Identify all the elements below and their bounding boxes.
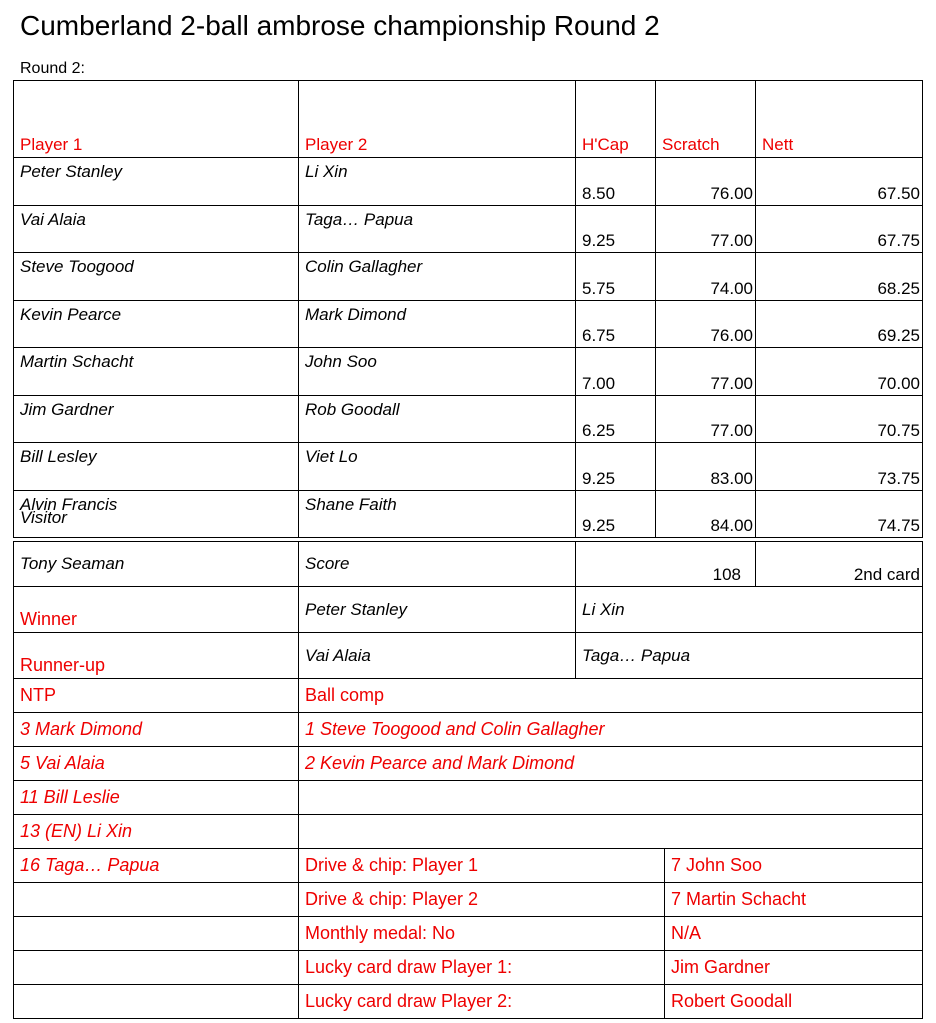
scratch-cell: 76.00 xyxy=(656,300,756,348)
nett-cell: 70.75 xyxy=(756,395,923,443)
nett-cell: 70.00 xyxy=(756,348,923,396)
award-row xyxy=(14,985,923,1019)
ntp-entry: 11 Bill Leslie xyxy=(14,781,299,815)
winner-label: Winner xyxy=(14,587,299,633)
hcap-cell: 6.25 xyxy=(576,395,656,443)
runner-up-row xyxy=(14,633,923,679)
ntp-entry: 3 Mark Dimond xyxy=(14,713,299,747)
nett-cell: 73.75 xyxy=(756,443,923,491)
table-row xyxy=(14,205,923,253)
scratch-cell: 77.00 xyxy=(656,205,756,253)
nett-cell: 68.25 xyxy=(756,253,923,301)
award-label: Lucky card draw Player 2: xyxy=(299,985,665,1019)
visitor-row xyxy=(14,542,923,587)
player-1-cell: Martin Schacht xyxy=(14,348,299,396)
visitor-label: Visitor xyxy=(20,508,67,527)
empty-cell xyxy=(14,951,299,985)
award-label: Drive & chip: Player 2 xyxy=(299,883,665,917)
nett-cell: 67.75 xyxy=(756,205,923,253)
header-player-2: Player 2 xyxy=(299,81,576,158)
player-1-cell: Alvin Francis xyxy=(14,490,299,538)
scratch-cell: 84.00 xyxy=(656,490,756,538)
hcap-cell: 5.75 xyxy=(576,253,656,301)
nett-cell: 67.50 xyxy=(756,158,923,206)
ntp-row xyxy=(14,713,923,747)
award-row xyxy=(14,849,923,883)
empty-cell xyxy=(14,883,299,917)
results-header-row xyxy=(14,81,923,158)
player-1-cell: Vai Alaia xyxy=(14,205,299,253)
award-value: Robert Goodall xyxy=(665,985,923,1019)
winner-row xyxy=(14,587,923,633)
table-row xyxy=(14,253,923,301)
scratch-cell: 76.00 xyxy=(656,158,756,206)
player-2-cell: Taga… Papua xyxy=(299,205,576,253)
award-row xyxy=(14,951,923,985)
table-row xyxy=(14,300,923,348)
ntp-header-row xyxy=(14,679,923,713)
hcap-cell: 6.75 xyxy=(576,300,656,348)
hcap-cell: 9.25 xyxy=(576,443,656,491)
award-label: Monthly medal: No xyxy=(299,917,665,951)
award-value: N/A xyxy=(665,917,923,951)
visitor-score-label: Score xyxy=(299,542,576,587)
player-1-cell: Jim Gardner xyxy=(14,395,299,443)
scratch-cell: 77.00 xyxy=(656,348,756,396)
player-2-cell: Rob Goodall xyxy=(299,395,576,443)
player-1-cell: Kevin Pearce xyxy=(14,300,299,348)
nett-cell: 69.25 xyxy=(756,300,923,348)
ntp-entry: 13 (EN) Li Xin xyxy=(14,815,299,849)
ball-comp-label: Ball comp xyxy=(299,679,923,713)
table-row xyxy=(14,348,923,396)
empty-cell xyxy=(14,985,299,1019)
ntp-row xyxy=(14,815,923,849)
ball-comp-entry: 1 Steve Toogood and Colin Gallagher xyxy=(299,713,923,747)
nett-cell: 74.75 xyxy=(756,490,923,538)
hcap-cell: 8.50 xyxy=(576,158,656,206)
header-player-1: Player 1 xyxy=(14,81,299,158)
ntp-entry: 16 Taga… Papua xyxy=(14,849,299,883)
award-value: Jim Gardner xyxy=(665,951,923,985)
winner-player-2: Li Xin xyxy=(576,587,923,633)
visitor-note: 2nd card xyxy=(756,542,923,587)
header-hcap: H'Cap xyxy=(576,81,656,158)
award-row xyxy=(14,883,923,917)
award-label: Drive & chip: Player 1 xyxy=(299,849,665,883)
results-table xyxy=(13,80,923,538)
ball-comp-entry: 2 Kevin Pearce and Mark Dimond xyxy=(299,747,923,781)
player-1-cell: Bill Lesley xyxy=(14,443,299,491)
ntp-row xyxy=(14,747,923,781)
empty-cell xyxy=(299,781,923,815)
table-row xyxy=(14,158,923,206)
page-title: Cumberland 2-ball ambrose championship Round 2 xyxy=(20,10,660,41)
scratch-cell: 83.00 xyxy=(656,443,756,491)
scratch-cell: 74.00 xyxy=(656,253,756,301)
awards-table xyxy=(13,541,923,1019)
table-row xyxy=(14,443,923,491)
empty-cell xyxy=(299,815,923,849)
player-2-cell: Colin Gallagher xyxy=(299,253,576,301)
hcap-cell: 9.25 xyxy=(576,490,656,538)
round-label: Round 2: xyxy=(20,60,85,77)
ntp-row xyxy=(14,781,923,815)
player-2-cell: Li Xin xyxy=(299,158,576,206)
visitor-score: 108 xyxy=(576,542,756,587)
header-scratch: Scratch xyxy=(656,81,756,158)
player-2-cell: Viet Lo xyxy=(299,443,576,491)
table-row xyxy=(14,395,923,443)
award-row xyxy=(14,917,923,951)
player-2-cell: John Soo xyxy=(299,348,576,396)
runner-up-player-1: Vai Alaia xyxy=(299,633,576,679)
ntp-entry: 5 Vai Alaia xyxy=(14,747,299,781)
header-nett: Nett xyxy=(756,81,923,158)
scratch-cell: 77.00 xyxy=(656,395,756,443)
player-2-cell: Mark Dimond xyxy=(299,300,576,348)
player-1-cell: Peter Stanley xyxy=(14,158,299,206)
award-value: 7 Martin Schacht xyxy=(665,883,923,917)
empty-cell xyxy=(14,917,299,951)
hcap-cell: 9.25 xyxy=(576,205,656,253)
runner-up-label: Runner-up xyxy=(14,633,299,679)
player-1-cell: Steve Toogood xyxy=(14,253,299,301)
hcap-cell: 7.00 xyxy=(576,348,656,396)
award-label: Lucky card draw Player 1: xyxy=(299,951,665,985)
runner-up-player-2: Taga… Papua xyxy=(576,633,923,679)
player-2-cell: Shane Faith xyxy=(299,490,576,538)
table-row xyxy=(14,490,923,538)
ntp-label: NTP xyxy=(14,679,299,713)
winner-player-1: Peter Stanley xyxy=(299,587,576,633)
award-value: 7 John Soo xyxy=(665,849,923,883)
visitor-name: Tony Seaman xyxy=(14,542,299,587)
